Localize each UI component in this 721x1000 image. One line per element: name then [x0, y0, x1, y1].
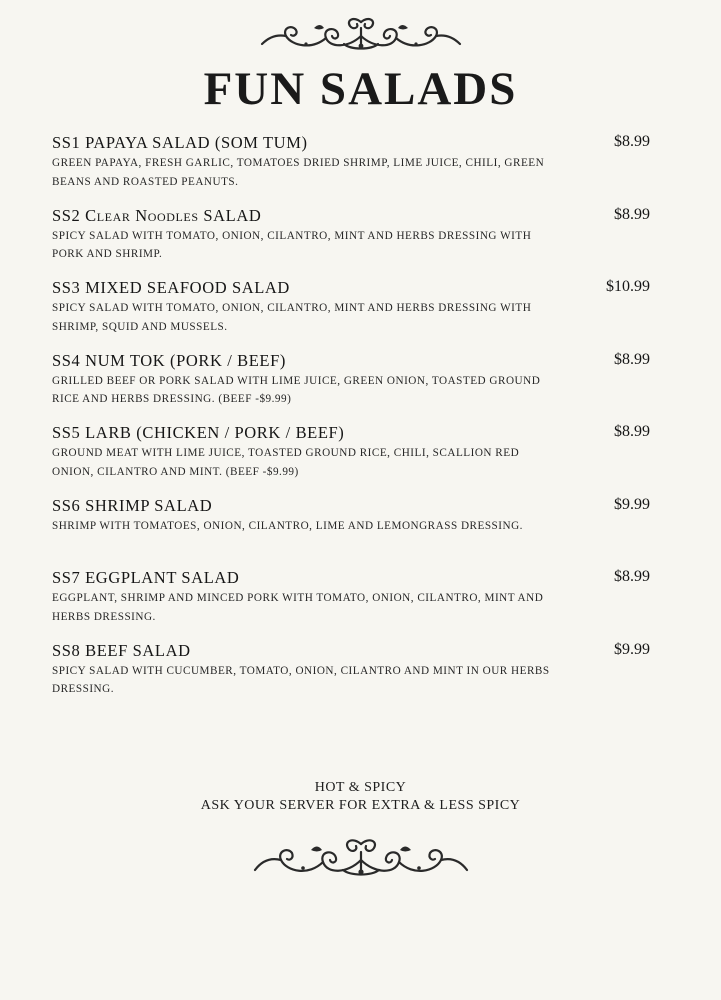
- menu-item-description: SPICY SALAD WITH TOMATO, ONION, CILANTRO, MINT AND HERBS DRESSING WITH PORK AND SHRIMP.: [52, 229, 532, 260]
- menu-item-name: SS5 LARB (CHICKEN / PORK / BEEF): [52, 423, 345, 442]
- page-title: FUN SALADS: [203, 63, 518, 115]
- menu-item-description: GREEN PAPAYA, FRESH GARLIC, TOMATOES DRIED SHRIMP, LIME JUICE, CHILI, GREEN BEANS AND ROASTED PEANUTS.: [52, 157, 545, 188]
- menu-item-price: $8.99: [614, 568, 650, 585]
- spice-note-heading: HOT & SPICY: [314, 780, 407, 795]
- menu-item-name: SS3 MIXED SEAFOOD SALAD: [52, 278, 290, 297]
- menu-item-description: GROUND MEAT WITH LIME JUICE, TOASTED GROUND RICE, CHILI, SCALLION RED ONION, CILANTRO AND MINT. (BEEF -$9.99): [52, 447, 520, 478]
- menu-item-description: SPICY SALAD WITH CUCUMBER, TOMATO, ONION, CILANTRO AND MINT IN OUR HERBS DRESSING.: [52, 664, 550, 695]
- menu-item-name: SS1 PAPAYA SALAD (SOM TUM): [52, 133, 308, 152]
- menu-item-name: SS6 SHRIMP SALAD: [52, 495, 213, 515]
- menu-item-description: SHRIMP WITH TOMATOES, ONION, CILANTRO, LIME AND LEMONGRASS DRESSING.: [52, 519, 523, 532]
- menu-item-price: $8.99: [614, 205, 650, 223]
- spice-note-text: ASK YOUR SERVER FOR EXTRA & LESS SPICY: [200, 798, 521, 813]
- menu-item: [52, 568, 652, 641]
- menu-item-description: EGGPLANT, SHRIMP AND MINCED PORK WITH TOMATO, ONION, CILANTRO, MINT AND HERBS DRESSING.: [52, 592, 544, 623]
- menu-item-description: SPICY SALAD WITH TOMATO, ONION, CILANTRO, MINT AND HERBS DRESSING WITH SHRIMP, SQUID AND MUSSELS.: [52, 302, 532, 333]
- menu-item-price: $10.99: [606, 278, 650, 295]
- menu-item-price: $8.99: [614, 133, 650, 150]
- menu-item-name: SS7 EGGPLANT SALAD: [52, 568, 240, 587]
- scroll-ornament-icon: [256, 14, 466, 54]
- menu-item-price: $9.99: [614, 640, 650, 658]
- menu-item-price: $8.99: [614, 423, 650, 440]
- menu-item: [52, 351, 652, 424]
- menu-item-name: SS4 NUM TOK (PORK / BEEF): [52, 350, 286, 370]
- menu-item: [52, 278, 652, 351]
- spice-note: [0, 780, 721, 814]
- menu-item: [52, 423, 652, 496]
- menu-item: [52, 641, 652, 714]
- menu-item-name: SS2 Clear Noodles SALAD: [52, 205, 262, 225]
- menu-item: [52, 496, 652, 569]
- menu-item: [52, 206, 652, 279]
- menu-item-name: SS8 BEEF SALAD: [52, 640, 191, 660]
- menu-item-price: $8.99: [614, 350, 650, 368]
- menu-list: [52, 133, 652, 713]
- scroll-ornament-icon: [251, 834, 471, 880]
- menu-item: [52, 133, 652, 206]
- menu-item-description: GRILLED BEEF OR PORK SALAD WITH LIME JUICE, GREEN ONION, TOASTED GROUND RICE AND HERBS DRESSING. (BEEF -$9.99): [52, 374, 541, 405]
- menu-item-price: $9.99: [614, 495, 650, 513]
